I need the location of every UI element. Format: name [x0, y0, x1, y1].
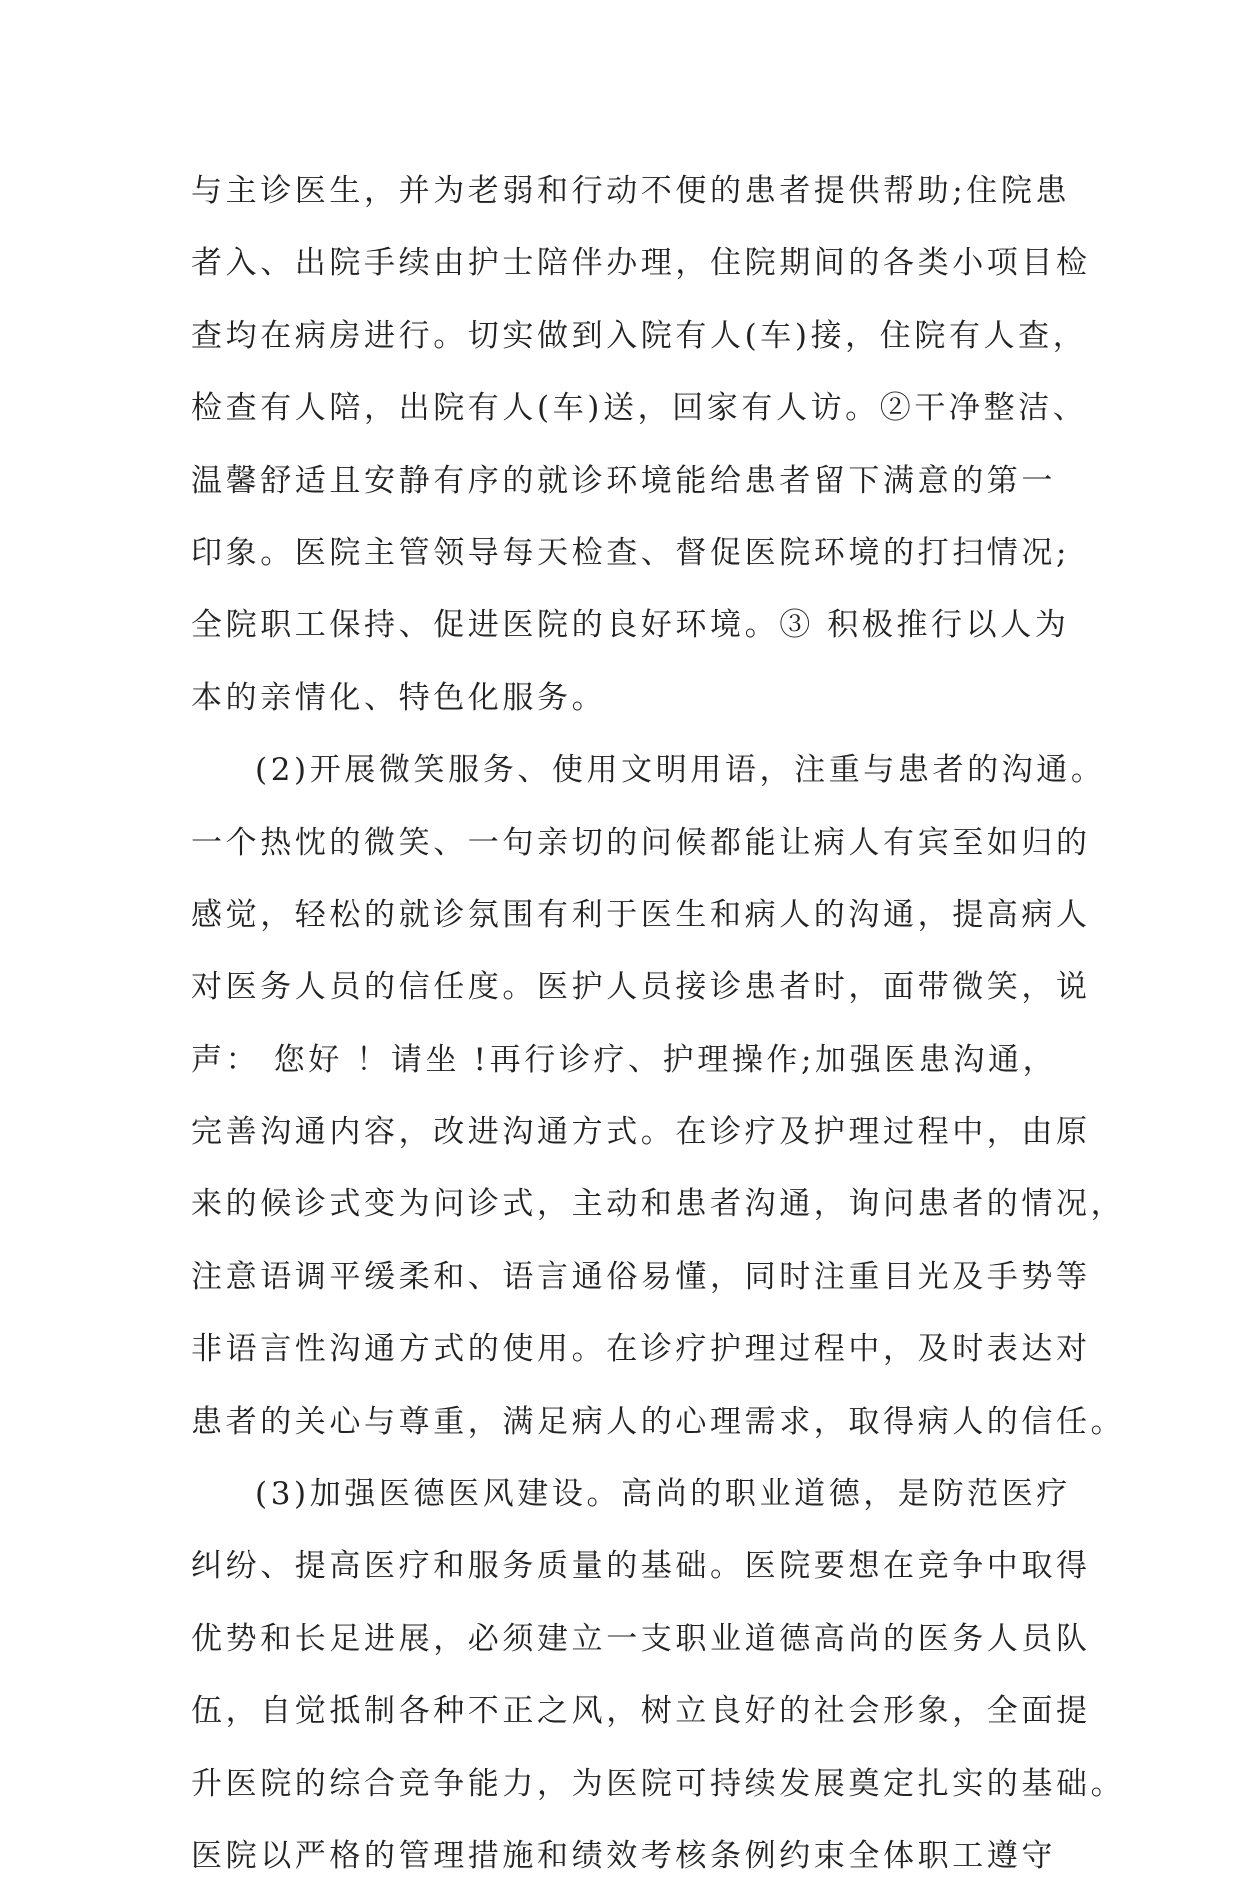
text-line: 温馨舒适且安静有序的就诊环境能给患者留下满意的第一 [191, 462, 1056, 499]
text-line: 非语言性沟通方式的使用。在诊疗护理过程中，及时表达对 [191, 1331, 1091, 1368]
text-line: 一个热忱的微笑、一句亲切的问候都能让病人有宾至如归的 [191, 824, 1091, 861]
text-line: 检查有人陪，出院有人(车)送，回家有人访。②干净整洁、 [191, 390, 1088, 427]
text-line: 查均在病房进行。切实做到入院有人(车)接，住院有人查， [191, 317, 1088, 354]
text-line: 升医院的综合竞争能力，为医院可持续发展奠定扎实的基础。 [191, 1765, 1126, 1802]
text-line: 与主诊医生，并为老弱和行动不便的患者提供帮助;住院患 [191, 173, 1071, 209]
text-line: 患者的关心与尊重，满足病人的心理需求，取得病人的信任。 [191, 1403, 1126, 1440]
text-line: 印象。医院主管领导每天检查、督促医院环境的打扫情况; [191, 534, 1071, 571]
text-line: 伍，自觉抵制各种不正之风，树立良好的社会形象，全面提 [191, 1693, 1091, 1730]
text-line: 声： 您好 ！请坐 !再行诊疗、护理操作;加强医患沟通， [191, 1041, 1058, 1078]
text-line: 者入、出院手续由护士陪伴办理，住院期间的各类小项目检 [191, 245, 1091, 282]
text-line: 医院以严格的管理措施和绩效考核条例约束全体职工遵守 [191, 1837, 1056, 1874]
text-line: 来的候诊式变为问诊式，主动和患者沟通，询问患者的情况， [191, 1186, 1126, 1223]
text-line: 注意语调平缓柔和、语言通俗易懂，同时注重目光及手势等 [191, 1258, 1091, 1295]
paragraph-start-line: (3)加强医德医风建设。高尚的职业道德，是防范医疗 [255, 1476, 1071, 1513]
text-line: 全院职工保持、促进医院的良好环境。③ 积极推行以人为 [191, 607, 1070, 644]
body-text [191, 155, 1126, 1892]
paragraph-start-line: (2)开展微笑服务、使用文明用语，注重与患者的沟通。 [255, 752, 1106, 789]
text-line: 优势和长足进展，必须建立一支职业道德高尚的医务人员队 [191, 1620, 1091, 1657]
text-line: 感觉，轻松的就诊氛围有利于医生和病人的沟通，提高病人 [191, 896, 1091, 933]
text-line: 完善沟通内容，改进沟通方式。在诊疗及护理过程中，由原 [191, 1114, 1091, 1151]
text-line: 对医务人员的信任度。医护人员接诊患者时，面带微笑，说 [191, 969, 1091, 1006]
text-line: 纠纷、提高医疗和服务质量的基础。医院要想在竞争中取得 [191, 1548, 1091, 1585]
text-line: 本的亲情化、特色化服务。 [191, 679, 607, 716]
